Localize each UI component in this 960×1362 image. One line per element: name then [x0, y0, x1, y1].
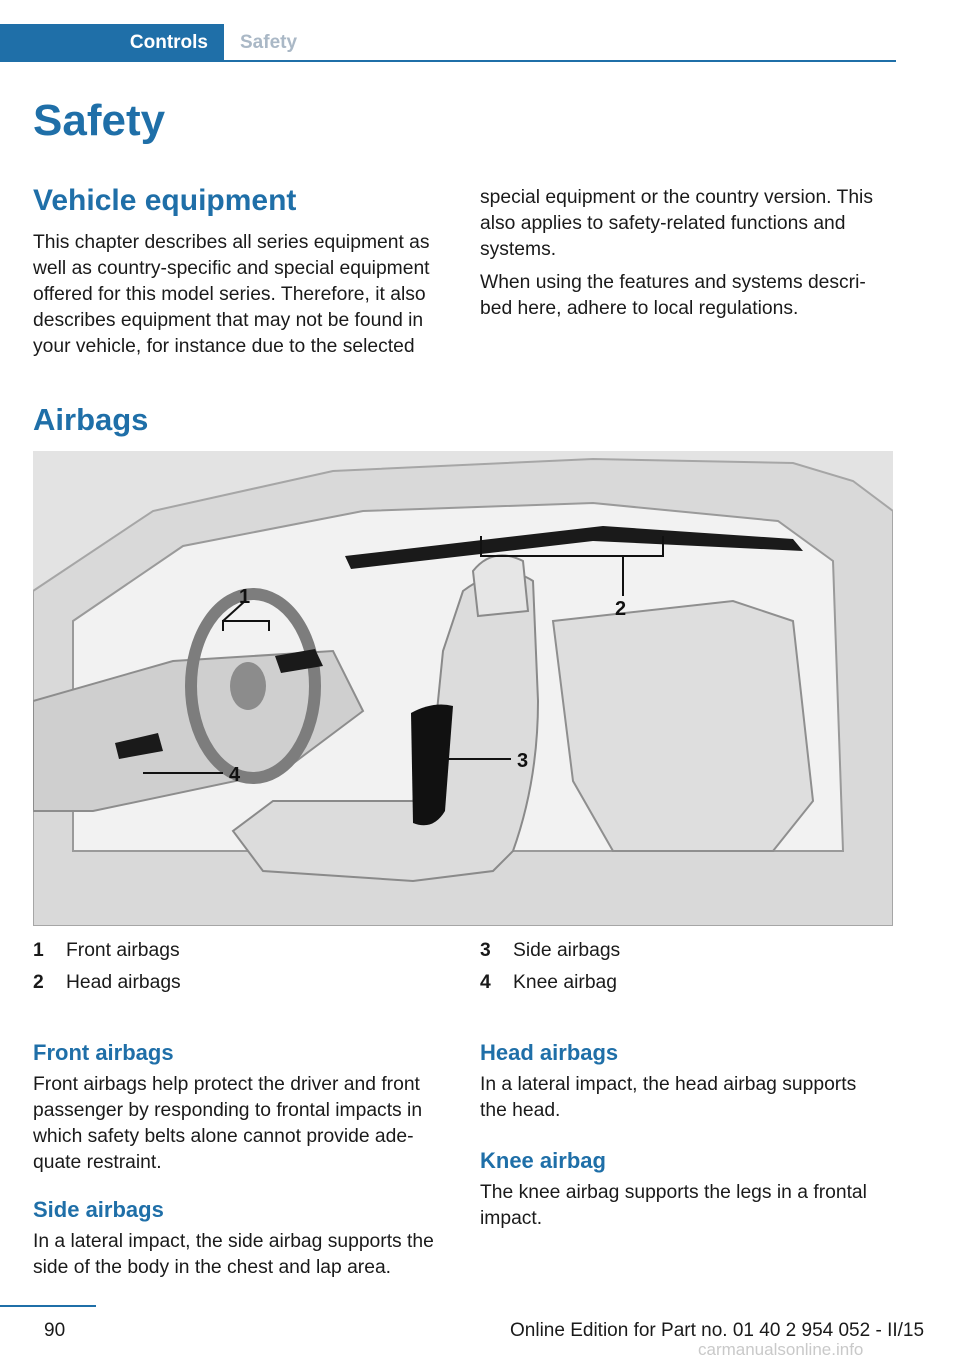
legend-number: 2	[33, 972, 44, 993]
side-airbags-line: side of the body in the chest and lap area.	[33, 1257, 392, 1278]
head-airbags-heading: Head airbags	[480, 1040, 619, 1065]
head-airbags-line: the head.	[480, 1100, 561, 1121]
airbag-illustration	[33, 451, 893, 926]
front-airbags-line: Front airbags help protect the driver and front	[33, 1074, 420, 1095]
rear-seat	[553, 601, 813, 851]
legend-number: 1	[33, 940, 44, 961]
vehicle-equipment-left-line: well as country-specific and special equipment	[33, 258, 430, 279]
vehicle-interior-drawing	[33, 451, 893, 926]
vehicle-equipment-left-line: describes equipment that may not be found in	[33, 310, 424, 331]
vehicle-equipment-left-line: This chapter describes all series equipment as	[33, 232, 430, 253]
vehicle-equipment-left-line: offered for this model series. Therefore, it also	[33, 284, 426, 305]
page-title: Safety	[33, 96, 166, 145]
legend-label: Knee airbag	[513, 972, 617, 993]
airbags-heading: Airbags	[33, 402, 149, 437]
front-headrest	[473, 555, 528, 616]
watermark: carmanualsonline.info	[698, 1340, 864, 1359]
knee-airbag-heading: Knee airbag	[480, 1148, 606, 1173]
edition-note: Online Edition for Part no. 01 40 2 954 052 - II/15	[510, 1320, 925, 1341]
legend-item	[33, 935, 181, 967]
front-airbags-line: which safety belts alone cannot provide ade-	[33, 1126, 414, 1147]
head-airbags-line: In a lateral impact, the head airbag supports	[480, 1074, 857, 1095]
legend-item	[33, 967, 181, 999]
legend-label: Side airbags	[513, 940, 621, 961]
vehicle-equipment-right-line: special equipment or the country version. This	[480, 187, 873, 208]
vehicle-equipment-left-line: your vehicle, for instance due to the selected	[33, 336, 415, 357]
front-airbags-line: passenger by responding to frontal impacts in	[33, 1100, 423, 1121]
legend-item	[480, 935, 620, 967]
knee-airbag-text	[480, 1180, 900, 1232]
front-airbags-text	[33, 1072, 453, 1176]
head-airbags-text	[480, 1072, 900, 1124]
vehicle-equipment-right-line: also applies to safety-related functions and	[480, 213, 846, 234]
knee-airbag-line: impact.	[480, 1208, 543, 1229]
legend-label: Head airbags	[66, 972, 181, 993]
header-tab-safety[interactable]	[224, 24, 896, 62]
vehicle-equipment-note-line: bed here, adhere to local regulations.	[480, 298, 799, 319]
footer-divider	[0, 1305, 96, 1307]
front-airbags-heading: Front airbags	[33, 1040, 174, 1065]
vehicle-equipment-right-line: systems.	[480, 239, 557, 260]
legend-number: 3	[480, 940, 491, 961]
vehicle-equipment-note	[480, 270, 900, 322]
side-airbags-text	[33, 1229, 453, 1281]
knee-airbag-line: The knee airbag supports the legs in a frontal	[480, 1182, 867, 1203]
header-divider	[224, 60, 896, 62]
header-tab-safety-label: Safety	[240, 32, 298, 53]
legend-label: Front airbags	[66, 940, 180, 961]
header-tab-controls[interactable]	[0, 24, 224, 62]
side-airbags-line: In a lateral impact, the side airbag supports the	[33, 1231, 434, 1252]
callout-4-label: 4	[229, 764, 241, 786]
vehicle-equipment-note-line: When using the features and systems descri-	[480, 272, 866, 293]
page-number: 90	[44, 1320, 66, 1341]
callout-3-label: 3	[517, 750, 529, 772]
legend-left	[33, 935, 181, 999]
legend-item	[480, 967, 620, 999]
header-tab-controls-label: Controls	[129, 32, 208, 53]
legend-number: 4	[480, 972, 491, 993]
vehicle-equipment-heading: Vehicle equipment	[33, 184, 297, 217]
front-airbags-line: quate restraint.	[33, 1152, 162, 1173]
vehicle-equipment-text-left	[33, 230, 453, 360]
steering-hub	[230, 662, 266, 710]
callout-1-label: 1	[239, 586, 251, 608]
legend-right	[480, 935, 620, 999]
side-airbags-heading: Side airbags	[33, 1197, 164, 1222]
vehicle-equipment-text-right	[480, 185, 900, 263]
callout-2-label: 2	[615, 598, 627, 620]
